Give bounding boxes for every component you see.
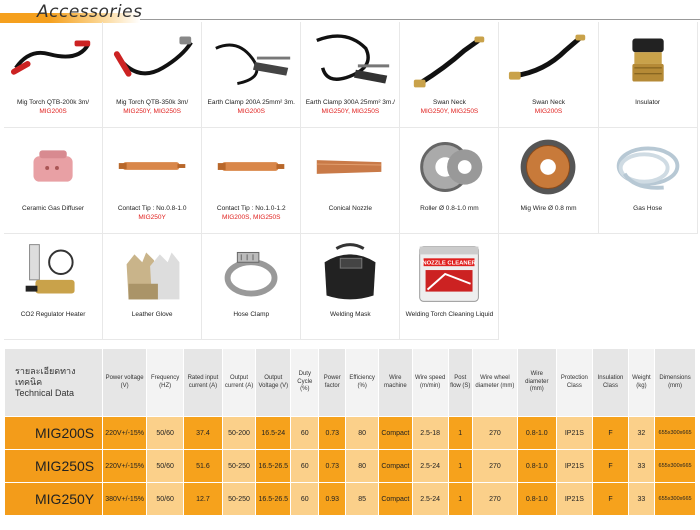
glove-image: [109, 240, 195, 306]
accessory-contact-tip-08[interactable]: [103, 128, 202, 234]
accessory-insulator[interactable]: [599, 22, 698, 128]
contact-tip-image: [109, 134, 195, 200]
table-cell: 270: [472, 450, 517, 483]
accessory-name: Welding Torch Cleaning Liquid: [405, 311, 494, 318]
table-cell: F: [593, 483, 628, 516]
table-cell: 270: [472, 417, 517, 450]
table-cell: 655x300x665: [655, 450, 696, 483]
accessory-earth-clamp-300a[interactable]: [301, 22, 400, 128]
table-cell: 220V+/-15%: [103, 417, 147, 450]
table-cell: 50-200: [222, 417, 256, 450]
cleaner-label: NOZZLE CLEANER: [422, 260, 477, 267]
swan-neck-image: [406, 28, 492, 94]
table-title-thai: รายละเอียดทางเทคนิค: [15, 366, 76, 387]
header-efficiency: Efficiency (%): [346, 349, 379, 417]
accessory-swan-neck-200[interactable]: [499, 22, 598, 128]
table-cell: 50/60: [147, 450, 184, 483]
accessory-models: MIG200S, MIG250S: [221, 214, 281, 221]
table-cell: 2.5-24: [412, 483, 448, 516]
accessory-earth-clamp-200a[interactable]: [202, 22, 301, 128]
table-cell: 60: [291, 450, 319, 483]
accessory-hose-clamp[interactable]: [202, 234, 301, 340]
accessory-models: MIG200S: [39, 108, 67, 115]
table-title-english: Technical Data: [15, 388, 75, 398]
accessory-name: Mig Torch QTB-200k 3m/: [16, 99, 90, 106]
table-row: [5, 417, 696, 450]
accessory-name: Gas Hose: [633, 205, 663, 212]
table-cell: F: [593, 417, 628, 450]
swan-neck-image: [505, 28, 591, 94]
table-cell: 2.5-24: [412, 450, 448, 483]
accessory-mig-torch-350k[interactable]: [103, 22, 202, 128]
table-cell: 1: [448, 450, 472, 483]
accessories-row: [4, 22, 698, 128]
table-cell: 1: [448, 483, 472, 516]
header-output-current: Output current (A): [222, 349, 256, 417]
table-cell: 37.4: [184, 417, 223, 450]
table-cell: 16.5-26.5: [256, 483, 291, 516]
table-cell: 51.6: [184, 450, 223, 483]
regulator-image: [10, 240, 96, 306]
accessory-models: MIG250Y, MIG250S: [420, 108, 479, 115]
table-cell: F: [593, 450, 628, 483]
accessory-name: Swan Neck: [432, 99, 466, 106]
accessory-contact-tip-10[interactable]: [202, 128, 301, 234]
insulator-image: [605, 28, 691, 94]
header-wire-speed: Wire speed (m/min): [412, 349, 448, 417]
accessory-mig-torch-200k[interactable]: [4, 22, 103, 128]
header-wire-wheel-diameter: Wire wheel diameter (mm): [472, 349, 517, 417]
table-cell: 85: [346, 483, 379, 516]
accessory-name: Insulator: [635, 99, 661, 106]
mig-wire-image: [505, 134, 591, 200]
accessory-name: Earth Clamp 300A 25mm² 3m./: [305, 99, 395, 106]
mig-torch-image: [109, 28, 195, 94]
accessory-name: Leather Glove: [131, 311, 173, 318]
table-cell: 655x300x665: [655, 417, 696, 450]
accessory-name: Welding Mask: [329, 311, 371, 318]
table-cell: 380V+/-15%: [103, 483, 147, 516]
table-cell: 655x300x665: [655, 483, 696, 516]
section-title: Accessories: [37, 2, 143, 22]
table-row: [5, 483, 696, 516]
accessory-name: Roller Ø 0.8-1.0 mm: [420, 205, 479, 212]
table-cell: IP21S: [556, 450, 593, 483]
header-rated-input-current: Rated input current (A): [184, 349, 223, 417]
accessory-mig-wire[interactable]: [499, 128, 598, 234]
accessory-name: Conical Nozzle: [328, 205, 372, 212]
table-cell: 16.5-24: [256, 417, 291, 450]
gas-hose-image: [605, 134, 691, 200]
table-cell: 33: [628, 483, 654, 516]
header-post-flow: Post flow (S): [448, 349, 472, 417]
header-output-voltage: Output Voltage (V): [256, 349, 291, 417]
table-cell: IP21S: [556, 483, 593, 516]
header-rule: [140, 19, 700, 20]
roller-image: [406, 134, 492, 200]
header-frequency: Frequency (HZ): [147, 349, 184, 417]
table-cell: Compact: [379, 483, 412, 516]
section-header: [0, 0, 700, 22]
header-wire-diameter: Wire diameter (mm): [518, 349, 556, 417]
accessory-models: MIG250Y, MIG250S: [321, 108, 380, 115]
table-cell: 0.73: [319, 417, 346, 450]
accessory-name: Earth Clamp 200A 25mm² 3m.: [207, 99, 295, 106]
header-power-voltage: Power voltage (V): [103, 349, 147, 417]
model-name-cell: MIG200S: [5, 417, 103, 450]
table-cell: 0.8-1.0: [518, 417, 556, 450]
table-cell: 12.7: [184, 483, 223, 516]
accessory-name: CO2 Regulator Heater: [20, 311, 86, 318]
table-cell: 2.5-18: [412, 417, 448, 450]
table-row: [5, 450, 696, 483]
table-cell: 0.8-1.0: [518, 450, 556, 483]
accessories-row: [4, 128, 698, 234]
accessory-name: Ceramic Gas Diffuser: [22, 205, 85, 212]
table-cell: 50-250: [222, 450, 256, 483]
accessory-models: MIG250Y, MIG250S: [123, 108, 181, 115]
accessory-leather-glove[interactable]: [103, 234, 202, 340]
contact-tip-image: [208, 134, 294, 200]
table-cell: 80: [346, 417, 379, 450]
accessory-gas-hose[interactable]: [599, 128, 698, 234]
table-cell: 0.73: [319, 450, 346, 483]
table-cell: 60: [291, 417, 319, 450]
accessory-ceramic-gas-diffuser[interactable]: [4, 128, 103, 234]
accessories-row: [4, 234, 698, 340]
accessory-name: Mig Torch QTB-350k 3m/: [116, 99, 189, 106]
accessory-swan-neck-250[interactable]: [400, 22, 499, 128]
conical-nozzle-image: [307, 134, 393, 200]
earth-clamp-image: [208, 28, 294, 94]
header-weight: Weight (kg): [628, 349, 654, 417]
accessory-welding-mask[interactable]: [301, 234, 400, 340]
accessory-name: Contact Tip : No.1.0-1.2: [216, 205, 286, 212]
accessory-name: Hose Clamp: [233, 311, 270, 318]
table-cell: 270: [472, 483, 517, 516]
header-wire-machine: Wire machine: [379, 349, 412, 417]
gas-diffuser-image: [10, 134, 96, 200]
accessory-name: Contact Tip : No.0.8-1.0: [117, 205, 187, 212]
table-cell: 0.93: [319, 483, 346, 516]
table-cell: 50/60: [147, 417, 184, 450]
header-protection-class: Protection Class: [556, 349, 593, 417]
table-cell: 50-250: [222, 483, 256, 516]
table-cell: Compact: [379, 417, 412, 450]
accessory-cleaning-liquid[interactable]: [400, 234, 499, 340]
header-dimensions: Dimensions (mm): [655, 349, 696, 417]
accessory-name: Mig Wire Ø 0.8 mm: [520, 205, 577, 212]
table-cell: 32: [628, 417, 654, 450]
table-cell: 1: [448, 417, 472, 450]
accessory-models: MIG200S: [237, 108, 265, 115]
accessory-name: Swan Neck: [532, 99, 565, 106]
header-insulation-class: Insulation Class: [593, 349, 628, 417]
model-name-cell: MIG250S: [5, 450, 103, 483]
accessory-models: MIG200S: [534, 108, 563, 115]
table-cell: 220V+/-15%: [103, 450, 147, 483]
welding-mask-image: [307, 240, 393, 306]
model-name-cell: MIG250Y: [5, 483, 103, 516]
accessory-roller[interactable]: [400, 128, 499, 234]
table-cell: 50/60: [147, 483, 184, 516]
table-cell: 60: [291, 483, 319, 516]
table-cell: 0.8-1.0: [518, 483, 556, 516]
table-cell: 16.5-26.5: [256, 450, 291, 483]
accessory-conical-nozzle[interactable]: [301, 128, 400, 234]
header-duty-cycle: Duty Cycle (%): [291, 349, 319, 417]
accessory-co2-regulator[interactable]: [4, 234, 103, 340]
accessories-grid: [4, 22, 698, 340]
table-cell: 33: [628, 450, 654, 483]
table-header-row: [5, 349, 696, 417]
header-power-factor: Power factor: [319, 349, 346, 417]
cleaning-liquid-image: [406, 240, 492, 306]
table-cell: Compact: [379, 450, 412, 483]
table-title-cell: [5, 349, 103, 417]
table-cell: 80: [346, 450, 379, 483]
technical-data-table: [4, 348, 696, 516]
hose-clamp-image: [208, 240, 294, 306]
table-cell: IP21S: [556, 417, 593, 450]
earth-clamp-image: [307, 28, 393, 94]
mig-torch-image: [10, 28, 96, 94]
accessory-models: MIG250Y: [138, 214, 166, 221]
